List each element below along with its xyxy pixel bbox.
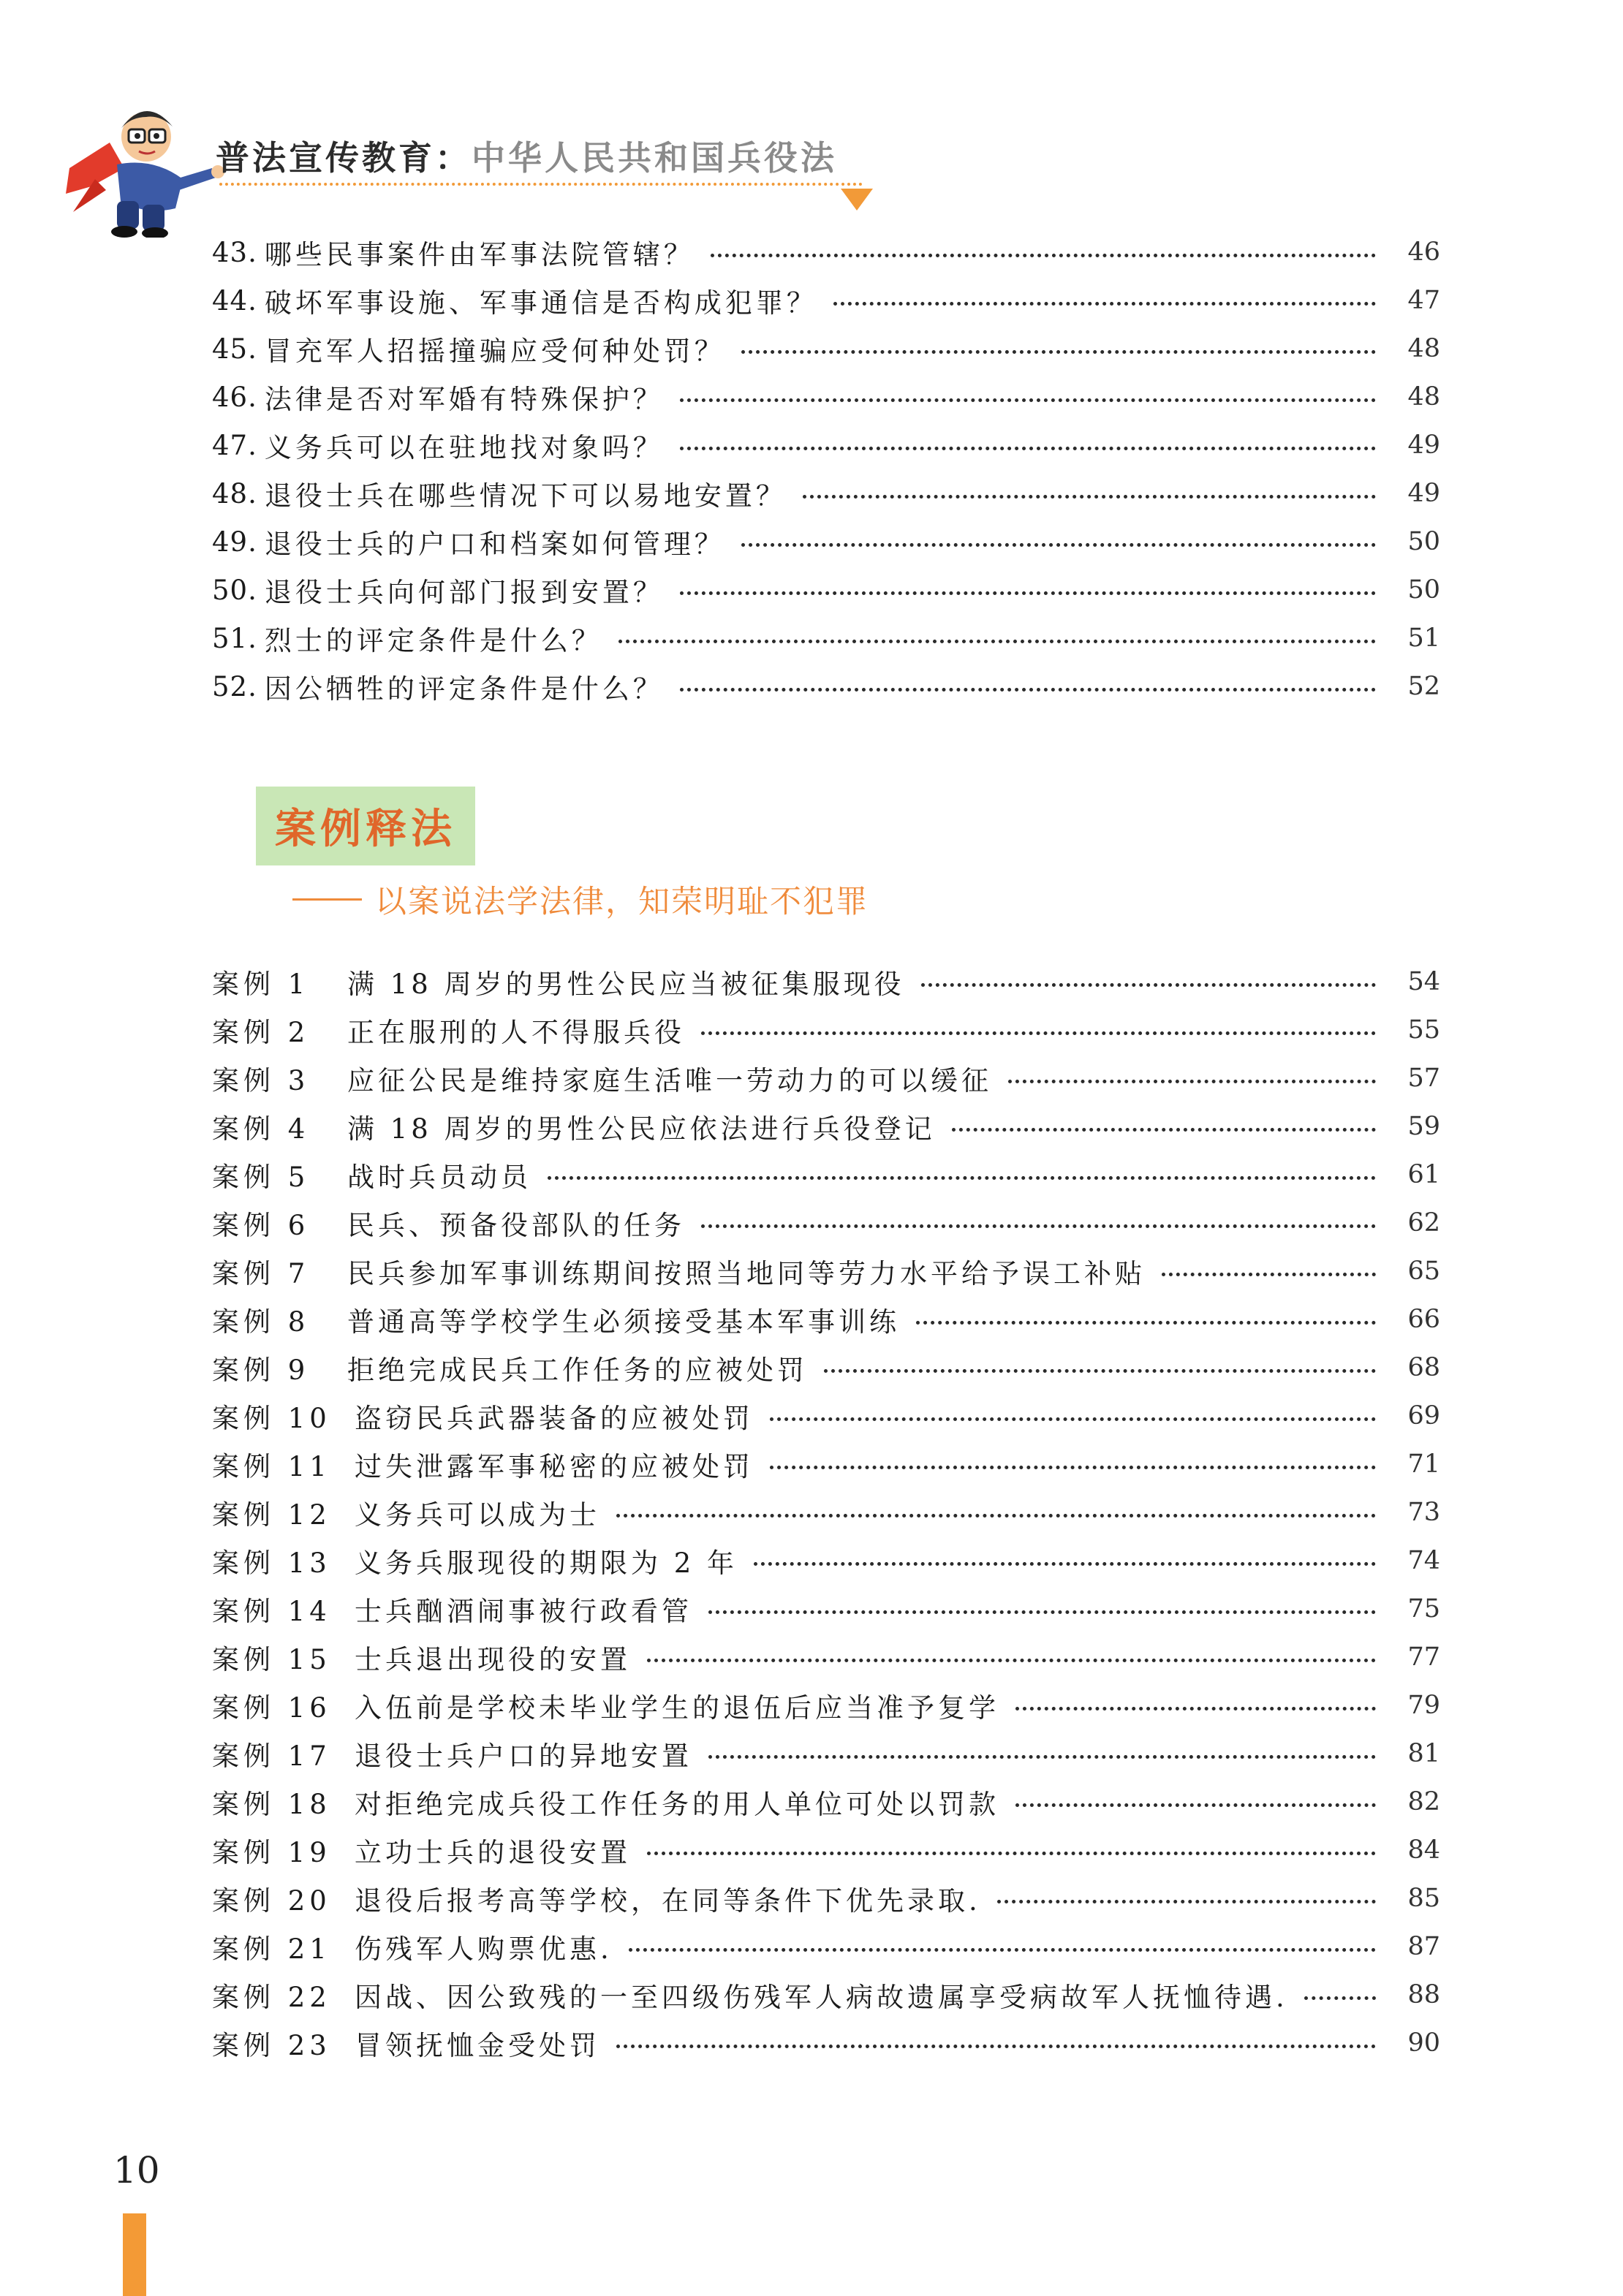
case-label: 案例 22	[212, 1982, 331, 2013]
case-title: 应征公民是维持家庭生活唯一劳动力的可以缓征	[347, 1065, 992, 1096]
case-title: 民兵参加军事训练期间按照当地同等劳力水平给予误工补贴	[347, 1258, 1146, 1289]
case-label: 案例 18	[212, 1789, 331, 1820]
case-label: 案例 23	[212, 2030, 331, 2061]
toc-case-row[interactable]	[212, 1826, 1440, 1874]
toc-question-row[interactable]	[212, 276, 1440, 325]
case-title: 盗窃民兵武器装备的应被处罚	[355, 1403, 754, 1434]
dot-leader	[770, 1417, 1376, 1421]
case-page-number: 73	[1407, 1498, 1440, 1527]
question-title: 因公牺牲的评定条件是什么？	[264, 673, 664, 705]
dot-leader	[548, 1176, 1376, 1180]
dot-leader	[952, 1128, 1376, 1132]
dot-leader	[647, 1852, 1376, 1855]
dot-leader	[921, 983, 1376, 987]
dot-leader	[997, 1900, 1376, 1903]
dot-leader	[708, 1755, 1376, 1759]
toc-question-row[interactable]	[212, 662, 1440, 711]
toc-case-row[interactable]	[212, 1922, 1440, 1971]
question-page-number: 52	[1407, 672, 1440, 701]
case-label: 案例 9	[212, 1355, 310, 1386]
case-page-number: 88	[1407, 1980, 1440, 2009]
case-page-number: 81	[1407, 1739, 1440, 1768]
case-label: 案例 4	[212, 1113, 310, 1145]
question-page-number: 48	[1407, 334, 1440, 363]
toc-case-row[interactable]	[212, 1199, 1440, 1247]
dot-leader	[916, 1321, 1376, 1325]
dot-leader	[701, 1224, 1376, 1228]
page-edge-orange-bar	[123, 2213, 146, 2296]
dot-leader	[711, 254, 1376, 257]
question-number: 47.	[212, 429, 257, 461]
case-page-number: 79	[1407, 1691, 1440, 1720]
case-title: 士兵退出现役的安置	[355, 1644, 631, 1675]
case-page-number: 85	[1407, 1884, 1440, 1913]
case-label: 案例 19	[212, 1837, 331, 1868]
section-title: 案例释法	[275, 806, 456, 853]
case-label: 案例 8	[212, 1306, 310, 1338]
toc-case-row[interactable]	[212, 1440, 1440, 1488]
case-title: 民兵、预备役部队的任务	[347, 1210, 685, 1241]
page-number: 10	[113, 2149, 160, 2191]
question-number: 43.	[212, 236, 257, 268]
toc-case-row[interactable]	[212, 1681, 1440, 1729]
case-page-number: 77	[1407, 1643, 1440, 1672]
question-title: 义务兵可以在驻地找对象吗？	[264, 432, 664, 463]
dot-leader	[741, 543, 1376, 547]
question-page-number: 49	[1407, 479, 1440, 508]
case-label: 案例 13	[212, 1547, 331, 1579]
case-label: 案例 12	[212, 1499, 331, 1531]
case-title: 对拒绝完成兵役工作任务的用人单位可处以罚款	[355, 1789, 999, 1820]
dot-leader	[824, 1369, 1376, 1373]
case-page-number: 69	[1407, 1401, 1440, 1431]
case-title: 退役士兵户口的异地安置	[355, 1740, 692, 1772]
toc-cases-list	[212, 958, 1440, 2067]
case-label: 案例 21	[212, 1933, 331, 1965]
header-title-sub: 中华人民共和国兵役法	[472, 138, 837, 178]
case-title: 满 18 周岁的男性公民应当被征集服现役	[347, 969, 905, 1000]
toc-case-row[interactable]	[212, 1247, 1440, 1295]
case-page-number: 61	[1407, 1160, 1440, 1189]
case-page-number: 59	[1407, 1112, 1440, 1141]
dot-leader	[708, 1610, 1376, 1614]
dot-leader	[741, 350, 1376, 354]
dot-leader	[680, 591, 1376, 595]
section-heading-box	[256, 787, 475, 865]
dot-leader	[803, 495, 1376, 499]
case-page-number: 62	[1407, 1208, 1440, 1238]
case-page-number: 90	[1407, 2028, 1440, 2058]
question-page-number: 49	[1407, 431, 1440, 460]
question-page-number: 47	[1407, 286, 1440, 315]
subtitle-dash	[292, 898, 362, 901]
case-title: 拒绝完成民兵工作任务的应被处罚	[347, 1355, 808, 1386]
toc-case-row[interactable]	[212, 1585, 1440, 1633]
question-title: 冒充军人招摇撞骗应受何种处罚？	[264, 336, 725, 367]
question-title: 退役士兵向何部门报到安置？	[264, 577, 664, 608]
toc-question-row[interactable]	[212, 421, 1440, 469]
case-title: 义务兵可以成为士	[355, 1499, 600, 1531]
question-title: 破坏军事设施、军事通信是否构成犯罪？	[264, 287, 817, 319]
case-page-number: 75	[1407, 1594, 1440, 1624]
case-label: 案例 16	[212, 1692, 331, 1724]
dot-leader	[616, 2045, 1376, 2048]
toc-case-row[interactable]	[212, 958, 1440, 1006]
toc-case-row[interactable]	[212, 1151, 1440, 1199]
toc-case-row[interactable]	[212, 1729, 1440, 1778]
case-label: 案例 14	[212, 1596, 331, 1627]
case-label: 案例 15	[212, 1644, 331, 1675]
toc-question-row[interactable]	[212, 325, 1440, 373]
dot-leader	[1008, 1080, 1376, 1083]
question-number: 52.	[212, 670, 257, 702]
dot-leader	[629, 1948, 1376, 1952]
question-number: 44.	[212, 284, 257, 317]
toc-case-row[interactable]	[212, 1971, 1440, 2019]
page-header	[0, 0, 1623, 234]
dot-leader	[1304, 1996, 1376, 2000]
dot-leader	[1015, 1707, 1376, 1710]
question-title: 退役士兵的户口和档案如何管理？	[264, 528, 725, 560]
case-page-number: 66	[1407, 1305, 1440, 1334]
toc-case-row[interactable]	[212, 1488, 1440, 1537]
dot-leader	[701, 1031, 1376, 1035]
toc-case-row[interactable]	[212, 1295, 1440, 1344]
case-page-number: 84	[1407, 1835, 1440, 1865]
dot-leader	[1015, 1803, 1376, 1807]
toc-case-row[interactable]	[212, 2019, 1440, 2067]
question-title: 法律是否对军婚有特殊保护？	[264, 384, 664, 415]
case-title: 普通高等学校学生必须接受基本军事训练	[347, 1306, 900, 1338]
case-title: 战时兵员动员	[347, 1162, 531, 1193]
question-number: 51.	[212, 622, 257, 654]
toc-questions-list	[212, 228, 1440, 711]
case-title: 冒领抚恤金受处罚	[355, 2030, 600, 2061]
dot-leader	[1162, 1273, 1376, 1276]
toc-case-row[interactable]	[212, 1102, 1440, 1151]
toc-case-row[interactable]	[212, 1006, 1440, 1054]
toc-case-row[interactable]	[212, 1537, 1440, 1585]
header-title	[216, 132, 837, 180]
question-title: 哪些民事案件由军事法院管辖？	[264, 239, 695, 270]
header-colon: ：	[435, 138, 472, 178]
case-label: 案例 20	[212, 1885, 331, 1917]
question-number: 49.	[212, 526, 257, 558]
dot-leader	[833, 302, 1376, 306]
question-page-number: 51	[1407, 624, 1440, 653]
dot-leader	[680, 688, 1376, 692]
case-page-number: 57	[1407, 1064, 1440, 1093]
toc-case-row[interactable]	[212, 1778, 1440, 1826]
toc-question-row[interactable]	[212, 469, 1440, 518]
case-title: 义务兵服现役的期限为 2 年	[355, 1547, 738, 1579]
mascot-illustration	[66, 99, 234, 238]
case-page-number: 87	[1407, 1932, 1440, 1961]
dot-leader	[647, 1659, 1376, 1662]
case-title: 士兵酗酒闹事被行政看管	[355, 1596, 692, 1627]
question-number: 48.	[212, 477, 257, 509]
case-label: 案例 1	[212, 969, 310, 1000]
question-number: 50.	[212, 574, 257, 606]
case-label: 案例 11	[212, 1451, 331, 1482]
question-number: 45.	[212, 333, 257, 365]
case-label: 案例 7	[212, 1258, 310, 1289]
dot-leader	[618, 640, 1376, 643]
case-page-number: 65	[1407, 1257, 1440, 1286]
case-label: 案例 5	[212, 1162, 310, 1193]
dot-leader	[680, 398, 1376, 402]
dot-leader	[754, 1562, 1376, 1566]
question-title: 烈士的评定条件是什么？	[264, 625, 602, 656]
case-page-number: 71	[1407, 1450, 1440, 1479]
dot-leader	[770, 1466, 1376, 1469]
toc-question-row[interactable]	[212, 518, 1440, 566]
question-title: 退役士兵在哪些情况下可以易地安置？	[264, 480, 787, 512]
question-page-number: 50	[1407, 575, 1440, 605]
toc-question-row[interactable]	[212, 373, 1440, 421]
section-subtitle	[292, 877, 869, 922]
toc-question-row[interactable]	[212, 228, 1440, 276]
case-title: 因战、因公致残的一至四级伤残军人病故遗属享受病故军人抚恤待遇.	[355, 1982, 1288, 2013]
case-label: 案例 17	[212, 1740, 331, 1772]
case-label: 案例 6	[212, 1210, 310, 1241]
question-number: 46.	[212, 381, 257, 413]
case-page-number: 82	[1407, 1787, 1440, 1816]
dot-leader	[680, 447, 1376, 450]
toc-case-row[interactable]	[212, 1392, 1440, 1440]
question-page-number: 48	[1407, 382, 1440, 412]
toc-question-row[interactable]	[212, 614, 1440, 662]
section-subtitle-text: 以案说法学法律，知荣明耻不犯罪	[375, 884, 869, 920]
case-label: 案例 3	[212, 1065, 310, 1096]
toc-case-row[interactable]	[212, 1344, 1440, 1392]
header-triangle-marker	[841, 189, 873, 211]
question-page-number: 50	[1407, 527, 1440, 556]
case-title: 立功士兵的退役安置	[355, 1837, 631, 1868]
case-title: 满 18 周岁的男性公民应依法进行兵役登记	[347, 1113, 936, 1145]
header-dotted-line	[219, 183, 863, 186]
case-label: 案例 2	[212, 1017, 310, 1048]
header-title-main: 普法宣传教育	[216, 138, 435, 178]
case-title: 入伍前是学校未毕业学生的退伍后应当准予复学	[355, 1692, 999, 1724]
toc-case-row[interactable]	[212, 1054, 1440, 1102]
case-label: 案例 10	[212, 1403, 331, 1434]
case-page-number: 68	[1407, 1353, 1440, 1382]
question-page-number: 46	[1407, 238, 1440, 267]
case-page-number: 55	[1407, 1015, 1440, 1045]
case-title: 伤残军人购票优惠.	[355, 1933, 613, 1965]
case-title: 过失泄露军事秘密的应被处罚	[355, 1451, 754, 1482]
case-page-number: 74	[1407, 1546, 1440, 1575]
case-page-number: 54	[1407, 967, 1440, 996]
toc-case-row[interactable]	[212, 1874, 1440, 1922]
case-title: 正在服刑的人不得服兵役	[347, 1017, 685, 1048]
toc-question-row[interactable]	[212, 566, 1440, 614]
case-title: 退役后报考高等学校，在同等条件下优先录取.	[355, 1885, 981, 1917]
dot-leader	[616, 1514, 1376, 1518]
toc-case-row[interactable]	[212, 1633, 1440, 1681]
